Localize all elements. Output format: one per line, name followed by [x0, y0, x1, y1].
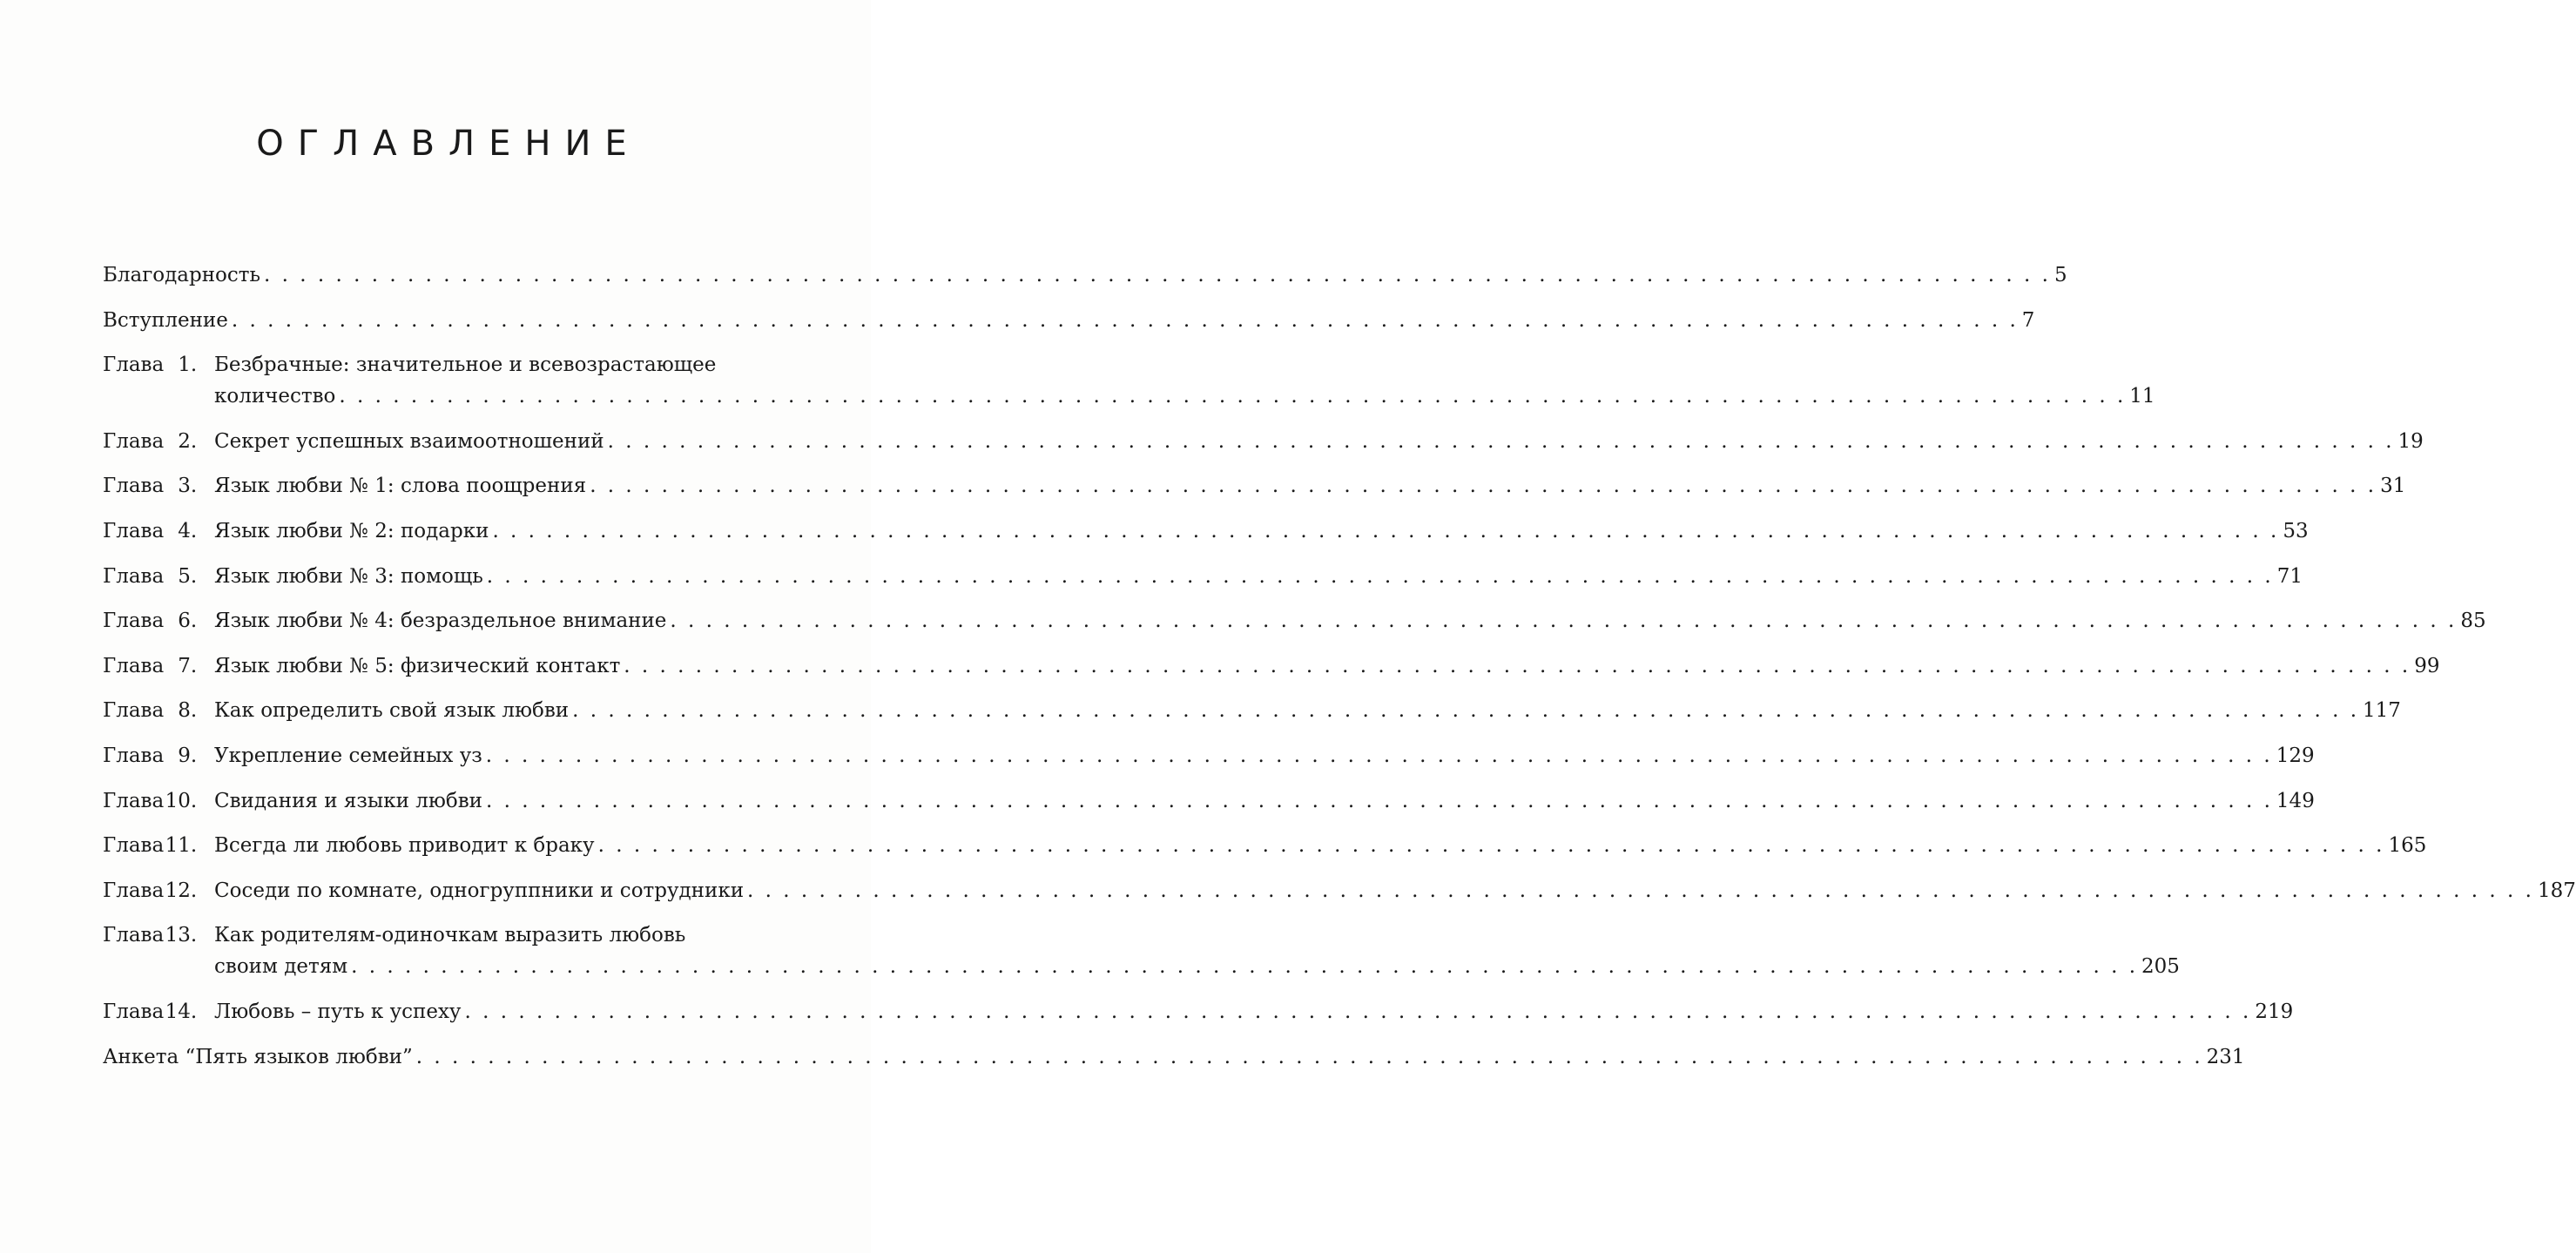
entry-title: Вступление	[103, 308, 228, 332]
entry-title: Любовь – путь к успеху	[214, 1000, 462, 1023]
entry-title: Язык любви № 1: слова поощрения	[214, 475, 587, 498]
chapter-label: Глава	[103, 354, 165, 377]
toc-entry[interactable]	[103, 1041, 2245, 1073]
page-number: 19	[2397, 429, 2424, 453]
toc-entry[interactable]	[103, 470, 2406, 502]
chapter-number: 10.	[165, 789, 198, 812]
chapter-number: 1.	[178, 354, 198, 377]
page-number: 117	[2363, 699, 2401, 723]
chapter-number: 9.	[178, 744, 198, 767]
leader-dots	[264, 259, 2051, 291]
entry-title: Свидания и языки любви	[214, 789, 483, 812]
page-number: 31	[2380, 475, 2406, 498]
table-of-contents	[103, 259, 2576, 1086]
entry-title-line1: Безбрачные: значительное и всевозрастающее	[214, 354, 717, 377]
toc-entry[interactable]	[103, 349, 2155, 412]
toc-entry[interactable]	[103, 605, 2486, 637]
toc-entry[interactable]	[103, 996, 2294, 1027]
chapter-label: Глава	[103, 924, 165, 947]
chapter-label: Глава	[103, 429, 165, 453]
chapter-label: Глава	[103, 699, 165, 723]
toc-entry[interactable]	[103, 259, 2067, 291]
page-number: 129	[2276, 744, 2315, 767]
toc-entry[interactable]	[103, 305, 2035, 336]
chapter-label: Глава	[103, 879, 165, 902]
leader-dots	[339, 381, 2126, 412]
chapter-number: 5.	[178, 564, 198, 588]
chapter-number: 8.	[178, 699, 198, 723]
page-number: 7	[2021, 308, 2035, 332]
chapter-label: Глава	[103, 564, 165, 588]
entry-title: количество	[214, 385, 336, 408]
page-number: 53	[2283, 519, 2309, 542]
chapter-label: Глава	[103, 519, 165, 542]
entry-title: Язык любви № 4: безраздельное внимание	[214, 610, 667, 633]
chapter-number: 4.	[178, 519, 198, 542]
leader-dots	[232, 305, 2019, 336]
entry-title: Секрет успешных взаимоотношений	[214, 429, 604, 453]
toc-entry[interactable]	[103, 650, 2440, 682]
entry-title: своим детям	[214, 955, 348, 979]
chapter-number: 12.	[165, 879, 198, 902]
leader-dots	[747, 875, 2534, 906]
chapter-label: Глава	[103, 834, 165, 858]
toc-entry[interactable]	[103, 515, 2309, 547]
leader-dots	[486, 785, 2273, 817]
chapter-number: 7.	[178, 654, 198, 677]
chapter-number: 14.	[165, 1000, 198, 1023]
leader-dots	[464, 996, 2251, 1027]
entry-title: Укрепление семейных уз	[214, 744, 482, 767]
chapter-label: Глава	[103, 1000, 165, 1023]
toc-entry[interactable]	[103, 561, 2303, 592]
leader-dots	[492, 515, 2279, 547]
entry-title: Всегда ли любовь приводит к браку	[214, 834, 595, 858]
page-number: 205	[2141, 955, 2180, 979]
chapter-label: Глава	[103, 744, 165, 767]
page-number: 85	[2460, 610, 2486, 633]
chapter-label: Глава	[103, 789, 165, 812]
chapter-number: 3.	[178, 475, 198, 498]
leader-dots	[598, 830, 2385, 861]
page-number: 149	[2276, 789, 2315, 812]
page-number: 231	[2206, 1045, 2245, 1068]
toc-entry[interactable]	[103, 830, 2427, 861]
entry-title: Язык любви № 5: физический контакт	[214, 654, 621, 677]
entry-title: Язык любви № 2: подарки	[214, 519, 489, 542]
chapter-number: 6.	[178, 610, 198, 633]
entry-title: Соседи по комнате, одногруппники и сотрудники	[214, 879, 745, 902]
chapter-label: Глава	[103, 475, 165, 498]
chapter-label: Глава	[103, 610, 165, 633]
page-number: 11	[2129, 385, 2155, 408]
toc-entry[interactable]	[103, 426, 2424, 457]
entry-title: Благодарность	[103, 264, 261, 286]
entry-title-line1: Как родителям-одиночкам выразить любовь	[214, 924, 686, 947]
leader-dots	[351, 951, 2138, 982]
leader-dots	[572, 695, 2359, 726]
leader-dots	[486, 740, 2273, 771]
toc-entry[interactable]	[103, 785, 2315, 817]
toc-entry[interactable]	[103, 740, 2315, 771]
leader-dots	[416, 1041, 2203, 1073]
page-number: 219	[2255, 1000, 2294, 1023]
toc-entry[interactable]	[103, 875, 2576, 906]
page-number: 5	[2053, 264, 2067, 286]
toc-entry[interactable]	[103, 920, 2180, 982]
leader-dots	[590, 470, 2377, 502]
page-number: 71	[2276, 564, 2303, 588]
chapter-number: 2.	[178, 429, 198, 453]
page-number: 187	[2537, 879, 2576, 902]
leader-dots	[624, 650, 2411, 682]
page-number: 99	[2414, 654, 2440, 677]
entry-title: Язык любви № 3: помощь	[214, 564, 483, 588]
chapter-label: Глава	[103, 654, 165, 677]
leader-dots	[608, 426, 2395, 457]
leader-dots	[670, 605, 2457, 637]
page-number: 165	[2388, 834, 2427, 858]
toc-entry[interactable]	[103, 695, 2401, 726]
entry-title: Как определить свой язык любви	[214, 699, 570, 723]
page-title: ОГЛАВЛЕНИЕ	[256, 124, 641, 164]
entry-title: Анкета “Пять языков любви”	[103, 1045, 413, 1068]
leader-dots	[487, 561, 2274, 592]
chapter-number: 11.	[165, 834, 198, 858]
chapter-number: 13.	[165, 924, 198, 947]
